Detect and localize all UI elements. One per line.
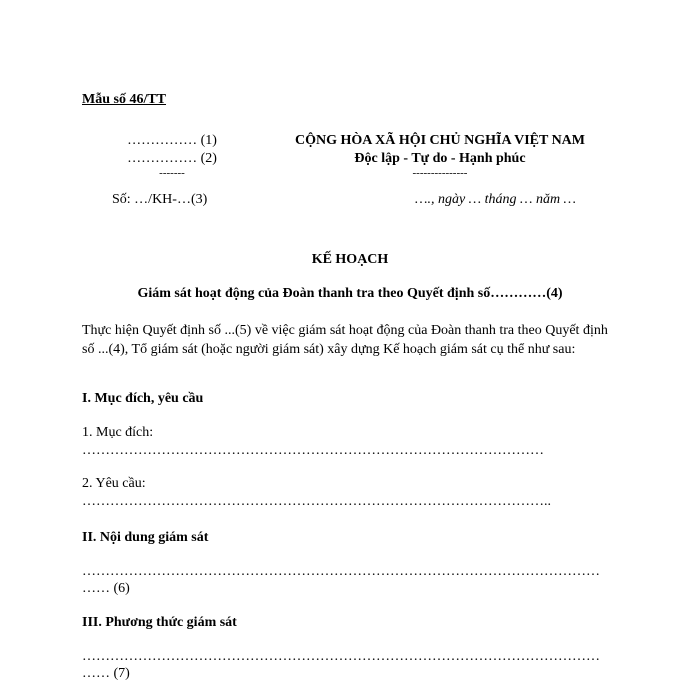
date-line: …., ngày … tháng … năm … bbox=[415, 192, 577, 207]
section-3-heading: III. Phương thức giám sát bbox=[82, 615, 237, 630]
section-2-heading: II. Nội dung giám sát bbox=[82, 530, 209, 545]
org-rule: ------- bbox=[159, 167, 185, 179]
document-title: KẾ HOẠCH bbox=[311, 252, 389, 267]
intro-paragraph: Thực hiện Quyết định số ...(5) về việc giám sát hoạt động của Đoàn thanh tra theo Quyết định số ...(4), Tổ giám sát (hoặc người giám sát) xây dựng Kế hoạch giám sát cụ thể như sau: bbox=[82, 323, 608, 357]
country-name: CỘNG HÒA XÃ HỘI CHỦ NGHĨA VIỆT NAM bbox=[294, 133, 585, 148]
document-subtitle: Giám sát hoạt động của Đoàn thanh tra theo Quyết định số…………(4) bbox=[137, 286, 563, 301]
purpose-dots: ……………………………………………………………………………………… bbox=[82, 444, 544, 458]
purpose-label: 1. Mục đích: bbox=[82, 425, 154, 440]
org-line-2: …………… (2) bbox=[127, 151, 217, 166]
motto-rule: --------------- bbox=[412, 167, 468, 179]
org-line-1: …………… (1) bbox=[127, 133, 217, 148]
document-number: Số: …/KH-…(3) bbox=[112, 192, 208, 207]
method-dots: ………………………………………………………………………………………………… bbox=[82, 650, 600, 664]
form-code: Mẫu số 46/TT bbox=[82, 92, 167, 107]
content-note: …… (6) bbox=[82, 581, 130, 596]
requirement-label: 2. Yêu cầu: bbox=[82, 476, 146, 491]
national-motto: Độc lập - Tự do - Hạnh phúc bbox=[354, 151, 526, 166]
requirement-dots: ……………………………………………………………………………………….. bbox=[82, 495, 551, 509]
content-dots: ………………………………………………………………………………………………… bbox=[82, 565, 600, 579]
method-note: …… (7) bbox=[82, 666, 130, 681]
section-1-heading: I. Mục đích, yêu cầu bbox=[82, 391, 204, 406]
